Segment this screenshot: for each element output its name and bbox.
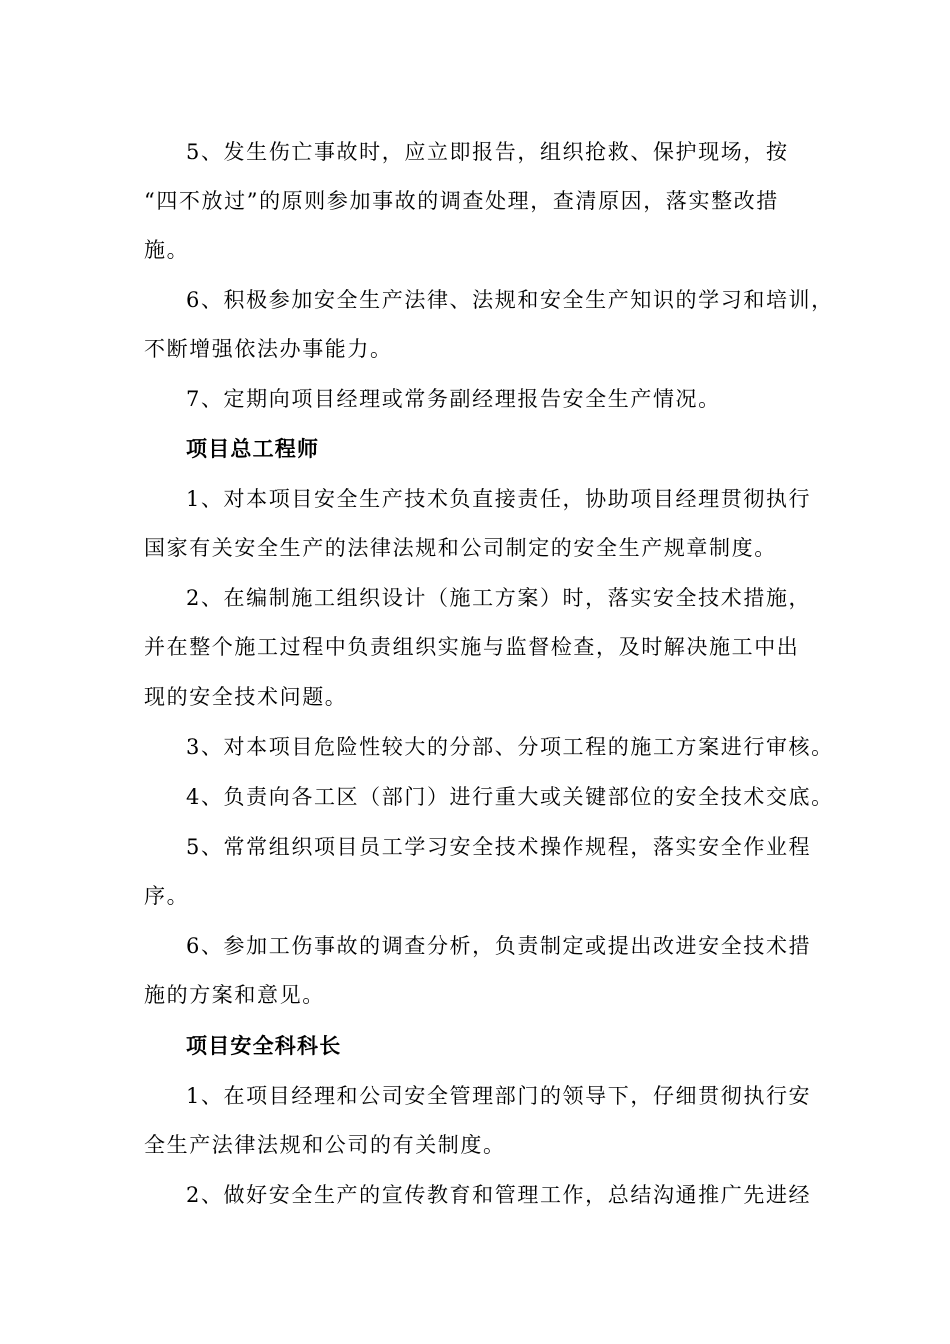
paragraph-line: 2、做好安全生产的宣传教育和管理工作，总结沟通推广先进经 — [186, 1183, 812, 1207]
paragraph-line: 2、在编制施工组织设计（施工方案）时，落实安全技术措施， — [186, 586, 812, 610]
paragraph-line: 现的安全技术问题。 — [144, 685, 348, 709]
paragraph-line: 5、常常组织项目员工学习安全技术操作规程，落实安全作业程 — [186, 835, 812, 859]
paragraph-line: 施的方案和意见。 — [144, 983, 325, 1007]
paragraph-line: 不断增强依法办事能力。 — [144, 337, 393, 361]
paragraph-line: 3、对本项目危险性较大的分部、分项工程的施工方案进行审核。 — [186, 735, 834, 759]
paragraph-line: 6、参加工伤事故的调查分析，负责制定或提出改进安全技术措 — [186, 934, 812, 958]
paragraph-line: 4、负责向各工区（部门）进行重大或关键部位的安全技术交底。 — [186, 785, 834, 809]
paragraph-line: 国家有关安全生产的法律法规和公司制定的安全生产规章制度。 — [144, 536, 777, 560]
paragraph-line: 并在整个施工过程中负责组织实施与监督检查，及时解决施工中出 — [144, 635, 800, 659]
paragraph-line: 6、积极参加安全生产法律、法规和安全生产知识的学习和培训， — [186, 288, 834, 312]
paragraph-line: 施。 — [144, 238, 190, 262]
paragraph-line: 1、在项目经理和公司安全管理部门的领导下，仔细贯彻执行安 — [186, 1084, 812, 1108]
paragraph-line: 全生产法律法规和公司的有关制度。 — [144, 1133, 506, 1157]
paragraph-line: “四不放过”的原则参加事故的调查处理，查清原因，落实整改措 — [144, 189, 779, 213]
section-heading: 项目总工程师 — [186, 436, 320, 461]
paragraph-line: 1、对本项目安全生产技术负直接责任，协助项目经理贯彻执行 — [186, 487, 812, 511]
paragraph-line: 7、定期向项目经理或常务副经理报告安全生产情况。 — [186, 387, 721, 411]
section-heading: 项目安全科科长 — [186, 1033, 342, 1058]
paragraph-line: 5、发生伤亡事故时，应立即报告，组织抢救、保护现场，按 — [186, 140, 789, 164]
paragraph-line: 序。 — [144, 884, 190, 908]
